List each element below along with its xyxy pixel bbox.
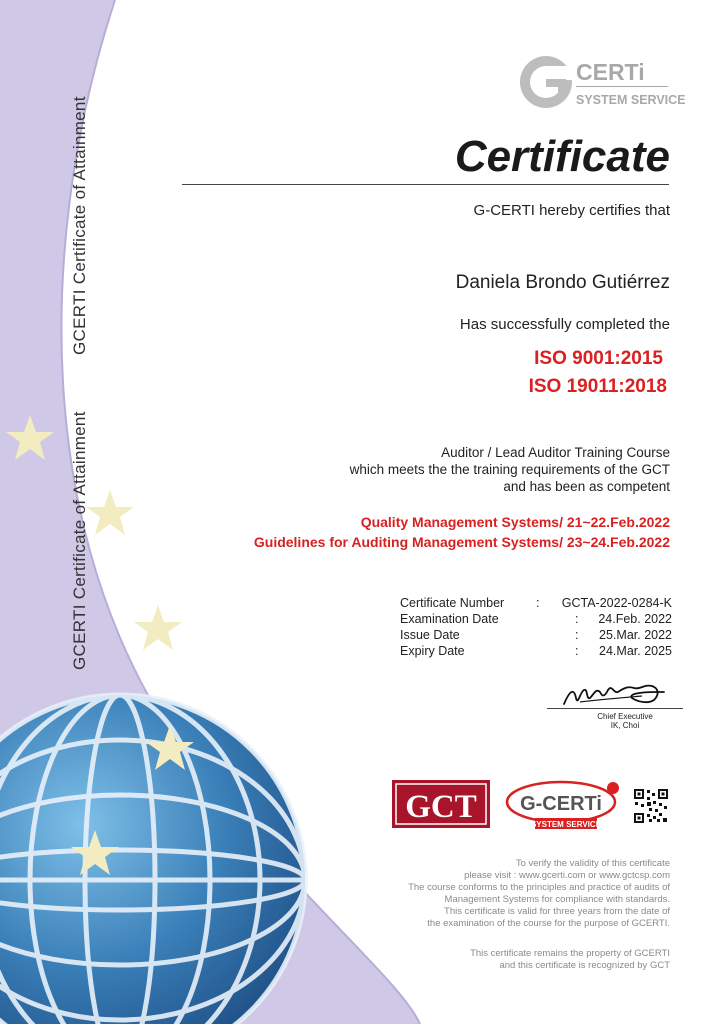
footer-line: the examination of the course for the purpose of GCERTI. bbox=[427, 918, 670, 929]
footer-line: The course conforms to the principles and practice of audits of bbox=[408, 882, 670, 893]
logo-name: CERTi bbox=[576, 59, 645, 85]
detail-colon: : bbox=[536, 596, 540, 610]
completed-text: Has successfully completed the bbox=[459, 316, 670, 333]
detail-row bbox=[400, 612, 672, 628]
detail-label: Issue Date bbox=[400, 628, 460, 642]
footer-line: please visit : www.gcerti.com or www.gctcsp.com bbox=[464, 870, 670, 881]
signatory-title: Chief Executive bbox=[597, 712, 653, 721]
badge-tagline: SYSTEM SERVICE bbox=[530, 820, 602, 829]
logo-tagline: SYSTEM SERVICE bbox=[576, 93, 686, 107]
standard-iso-19011: ISO 19011:2018 bbox=[528, 376, 667, 397]
sidebar-attainment-text: GCERTI Certificate of Attainment bbox=[70, 411, 89, 670]
detail-row bbox=[400, 596, 672, 612]
footer-line: This certificate is valid for three years from the date of bbox=[444, 906, 670, 917]
detail-label: Examination Date bbox=[400, 612, 499, 626]
footer-line: and this certificate is recognized by GCT bbox=[499, 960, 670, 971]
detail-value: GCTA-2022-0284-K bbox=[561, 596, 672, 610]
recipient-name: Daniela Brondo Gutiérrez bbox=[455, 272, 670, 293]
detail-colon: : bbox=[575, 644, 579, 658]
course-line: Auditor / Lead Auditor Training Course bbox=[441, 445, 670, 460]
gcerti-logo bbox=[518, 52, 686, 112]
gcerti-badge-logo bbox=[505, 780, 625, 830]
signature-line bbox=[547, 708, 683, 709]
detail-colon: : bbox=[575, 628, 579, 642]
standard-iso-9001: ISO 9001:2015 bbox=[534, 348, 663, 369]
detail-row bbox=[400, 628, 672, 644]
course-line: which meets the the training requirements of the GCT bbox=[349, 462, 670, 477]
signatory-block bbox=[590, 712, 660, 730]
detail-label: Certificate Number bbox=[400, 596, 505, 610]
qr-code bbox=[633, 788, 669, 824]
detail-colon: : bbox=[575, 612, 579, 626]
signatory-name: IK, Choi bbox=[610, 721, 640, 730]
certificate-details bbox=[400, 596, 672, 660]
sidebar-attainment-text: GCERTI Certificate of Attainment bbox=[70, 96, 89, 355]
certificate-title: Certificate bbox=[454, 132, 670, 181]
detail-label: Expiry Date bbox=[400, 644, 465, 658]
module-line: Quality Management Systems/ 21~22.Feb.2022 bbox=[360, 514, 670, 530]
footer-line: Management Systems for compliance with standards. bbox=[444, 894, 670, 905]
detail-value: 24.Mar. 2025 bbox=[599, 644, 672, 658]
gct-logo-text: GCT bbox=[405, 789, 477, 825]
detail-value: 24.Feb. 2022 bbox=[598, 612, 672, 626]
title-divider bbox=[182, 184, 669, 185]
detail-row bbox=[400, 644, 672, 660]
detail-value: 25.Mar. 2022 bbox=[599, 628, 672, 642]
certifies-text: G-CERTI hereby certifies that bbox=[473, 202, 670, 219]
footer-line: This certificate remains the property of GCERTI bbox=[470, 948, 670, 959]
gct-logo bbox=[392, 780, 490, 828]
signature-image bbox=[560, 678, 670, 710]
module-line: Guidelines for Auditing Management Systems/ 23~24.Feb.2022 bbox=[253, 534, 670, 550]
course-line: and has been as competent bbox=[503, 479, 670, 494]
footer-line: To verify the validity of this certificate bbox=[515, 858, 670, 869]
badge-name: G-CERTi bbox=[520, 793, 602, 815]
